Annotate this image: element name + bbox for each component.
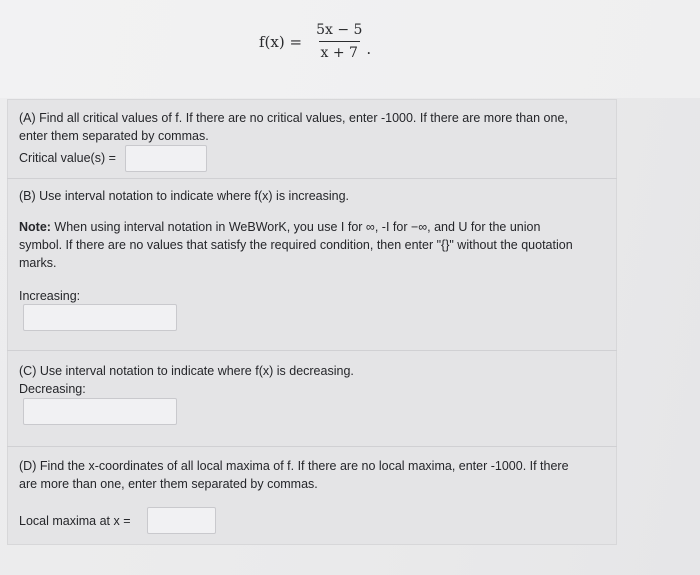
divider-a-b [7,178,617,179]
part-b-question: (B) Use interval notation to indicate where f(x) is increasing. [19,189,350,203]
formula-denominator: x + 7 [319,41,360,61]
part-b-note-line2: symbol. If there are no values that satisfy the required condition, then enter "{}" without the quotation [19,238,573,252]
part-b-note-line1 [19,218,540,236]
formula-lhs: f(x) = [259,32,303,51]
part-b-note-line3: marks. [19,256,57,270]
decreasing-input[interactable] [23,398,177,425]
critical-values-label: Critical value(s) = [19,151,116,165]
part-a-text-line2: enter them separated by commas. [19,129,209,143]
local-maxima-label: Local maxima at x = [19,514,131,528]
part-a-text-line1: (A) Find all critical values of f. If there are no critical values, enter -1000. If there are more than one, [19,111,568,125]
formula-numerator: 5x − 5 [316,22,363,38]
divider-c-d [7,446,617,447]
increasing-input[interactable] [23,304,177,331]
part-d-text-line1: (D) Find the x-coordinates of all local maxima of f. If there are no local maxima, enter -1000. If there [19,459,569,473]
note-label: Note: [19,220,51,234]
note-text-line1: When using interval notation in WeBWorK, you use I for ∞, -I for −∞, and U for the union [50,220,541,234]
decreasing-label: Decreasing: [19,382,86,396]
formula-header [0,0,700,98]
divider-b-c [7,350,617,351]
formula-period: . [366,39,372,58]
critical-values-input[interactable] [125,145,207,172]
increasing-label: Increasing: [19,289,81,303]
part-c-question: (C) Use interval notation to indicate where f(x) is decreasing. [19,364,354,378]
part-d-text-line2: are more than one, enter them separated by commas. [19,477,318,491]
formula-fraction [314,22,364,61]
local-maxima-input[interactable] [147,507,216,534]
function-formula [259,22,371,61]
